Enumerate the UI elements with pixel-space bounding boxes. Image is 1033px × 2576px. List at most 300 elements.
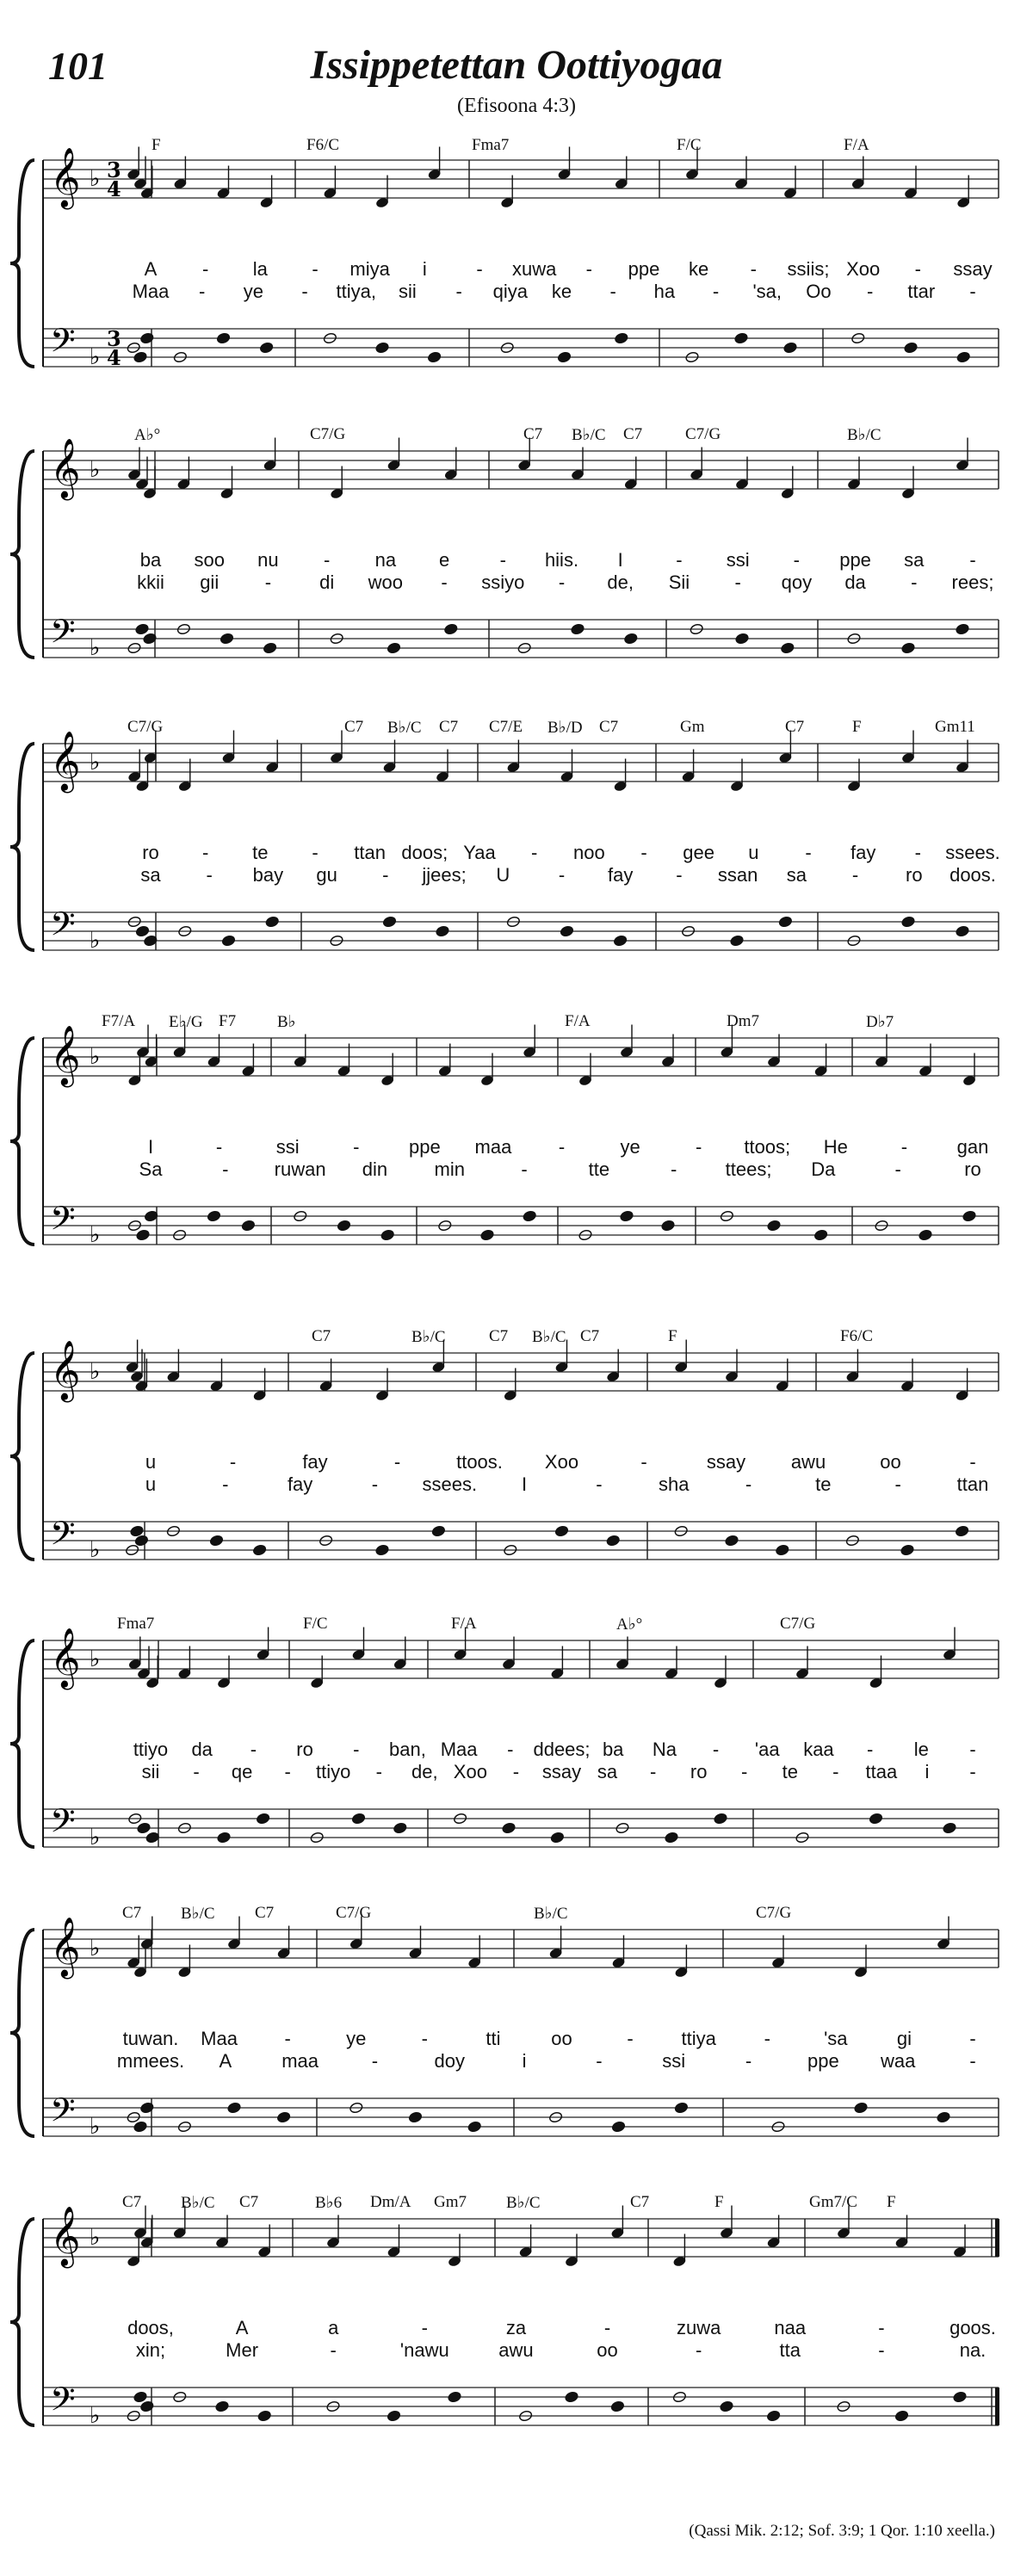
notehead-icon — [901, 916, 916, 928]
lyric-syllable: za — [505, 2317, 527, 2338]
lyric-syllable: soo — [194, 549, 225, 571]
lyric-syllable: la — [252, 258, 268, 280]
lyric-syllable: qe — [231, 1761, 253, 1782]
notehead-icon — [869, 1813, 883, 1825]
lyric-syllable: fay — [850, 842, 876, 863]
notehead-icon — [734, 332, 749, 344]
lyrics-verse-2 — [0, 864, 1033, 886]
lyric-syllable: sii — [141, 1761, 160, 1782]
lyric-syllable: I — [147, 1136, 154, 1158]
notehead-icon — [956, 925, 970, 937]
lyric-syllable: - — [201, 842, 209, 863]
chord-symbol: B♭/C — [411, 1328, 446, 1346]
notehead-icon — [375, 342, 390, 354]
lyric-syllable: ppe — [807, 2050, 839, 2072]
chord-symbol: B♭/C — [387, 719, 422, 737]
lyric-syllable: ddees; — [533, 1739, 591, 1760]
lyric-syllable: ttar — [907, 281, 936, 302]
lyric-syllable: ttoos; — [744, 1136, 791, 1158]
chord-symbol: B♭/C — [506, 2194, 541, 2212]
lyric-syllable: waa — [880, 2050, 916, 2072]
lyric-syllable: - — [969, 1451, 976, 1473]
chord-symbol: C7 — [122, 1904, 142, 1922]
chord-symbol: B♭/D — [547, 719, 583, 737]
lyric-syllable: fay — [302, 1451, 328, 1473]
lyric-syllable: - — [712, 1739, 720, 1760]
lyric-syllable: 'aa — [754, 1739, 780, 1760]
notehead-icon — [571, 623, 585, 635]
bass-clef-icon: 𝄢 — [50, 2380, 76, 2426]
notehead-icon — [137, 1822, 152, 1834]
notehead-icon — [393, 1822, 408, 1834]
lyric-syllable: - — [201, 258, 209, 280]
lyrics-verse-2 — [0, 2050, 1033, 2073]
lyric-syllable: ro — [296, 1739, 313, 1760]
flat-key-signature-icon: ♭ — [90, 1359, 101, 1385]
lyric-syllable: sa — [786, 864, 807, 886]
lyric-syllable: - — [911, 571, 918, 593]
lyric-syllable: ttoos. — [456, 1451, 503, 1473]
notehead-icon — [956, 623, 970, 635]
notehead-icon — [221, 935, 236, 947]
notehead-icon — [351, 1813, 366, 1825]
lyric-syllable: A — [219, 2050, 232, 2072]
notehead-icon — [276, 2111, 291, 2123]
lyric-syllable: ro — [906, 864, 923, 886]
lyric-syllable: ssees. — [945, 842, 1000, 863]
lyric-syllable: doos; — [401, 842, 448, 863]
lyric-syllable: - — [421, 2028, 428, 2049]
lyric-syllable: - — [900, 1136, 908, 1158]
chord-symbol: B♭6 — [315, 2194, 343, 2212]
lyric-syllable: - — [969, 281, 976, 302]
lyric-syllable: Yaa — [463, 842, 496, 863]
lyrics-verse-1 — [0, 2028, 1033, 2050]
chord-symbol: B♭/C — [534, 1905, 568, 1923]
lyric-syllable: - — [603, 2317, 611, 2338]
notehead-icon — [523, 1210, 537, 1222]
chord-symbol: Gm — [680, 718, 705, 736]
lyric-syllable: sha — [658, 1473, 690, 1495]
lyrics-verse-2 — [0, 1761, 1033, 1783]
flat-key-signature-icon: ♭ — [90, 928, 101, 954]
lyric-syllable: sa — [597, 1761, 618, 1782]
notehead-icon — [962, 1210, 977, 1222]
lyric-syllable: - — [866, 281, 874, 302]
notehead-icon — [467, 2121, 482, 2133]
lyric-syllable: e — [438, 549, 450, 571]
chord-symbol: B♭/C — [532, 1328, 566, 1346]
lyric-syllable: - — [851, 864, 859, 886]
chord-symbol: B♭ — [277, 1013, 296, 1031]
lyric-syllable: - — [301, 281, 308, 302]
chord-symbol: C7/G — [756, 1904, 792, 1922]
notehead-icon — [813, 1229, 828, 1241]
lyric-syllable: din — [362, 1158, 388, 1180]
lyric-syllable: - — [375, 1761, 382, 1782]
notehead-icon — [427, 351, 442, 363]
lyrics-verse-2 — [0, 571, 1033, 594]
lyrics-verse-1 — [0, 1136, 1033, 1158]
lyric-syllable: ssi — [275, 1136, 300, 1158]
chord-symbol: F — [852, 718, 862, 736]
scripture-reference: (Efisoona 4:3) — [457, 95, 576, 117]
chord-symbol: C7 — [785, 718, 805, 736]
flat-key-signature-icon: ♭ — [90, 2225, 101, 2251]
notehead-icon — [135, 925, 150, 937]
flat-key-signature-icon: ♭ — [90, 635, 101, 661]
lyric-syllable: - — [695, 1136, 702, 1158]
flat-key-signature-icon: ♭ — [90, 2403, 101, 2429]
lyric-syllable: - — [371, 1473, 379, 1495]
lyric-syllable: maa — [281, 2050, 319, 2072]
lyric-syllable: - — [264, 571, 272, 593]
flat-key-signature-icon: ♭ — [90, 166, 101, 192]
lyric-syllable: na — [374, 549, 397, 571]
lyric-syllable: ssay — [953, 258, 993, 280]
notehead-icon — [550, 1832, 565, 1844]
lyric-syllable: - — [312, 258, 319, 280]
chord-symbol: B♭/C — [181, 1905, 215, 1923]
lyric-syllable: U — [496, 864, 510, 886]
lyric-syllable: - — [894, 1473, 901, 1495]
chord-symbol: F — [887, 2193, 896, 2211]
lyric-syllable: - — [649, 1761, 657, 1782]
treble-clef-icon: 𝄞 — [50, 1025, 81, 1085]
lyric-syllable: - — [640, 1451, 647, 1473]
lyric-syllable: sa — [904, 549, 925, 571]
lyric-syllable: - — [330, 2339, 337, 2361]
chord-symbol: D♭7 — [866, 1013, 894, 1031]
lyric-syllable: - — [558, 864, 566, 886]
lyric-syllable: - — [745, 2050, 752, 2072]
lyric-syllable: - — [353, 1739, 360, 1760]
lyric-syllable: rees; — [951, 571, 994, 593]
score-system-6 — [0, 1601, 1033, 1885]
lyric-syllable: - — [969, 2050, 976, 2072]
lyric-syllable: - — [734, 571, 741, 593]
notehead-icon — [615, 332, 629, 344]
score-system-1 — [0, 120, 1033, 405]
lyric-syllable: - — [250, 1739, 257, 1760]
notehead-icon — [436, 925, 450, 937]
lyric-syllable: - — [199, 281, 206, 302]
lyric-syllable: ttiya, — [336, 281, 376, 302]
flat-key-signature-icon: ♭ — [90, 750, 101, 775]
lyrics-verse-2 — [0, 2339, 1033, 2362]
lyric-syllable: - — [609, 281, 616, 302]
lyric-syllable: - — [878, 2339, 885, 2361]
lyric-syllable: le — [913, 1739, 929, 1760]
notehead-icon — [252, 1544, 267, 1556]
lyric-syllable: - — [676, 549, 683, 571]
lyric-syllable: - — [832, 1761, 839, 1782]
notehead-icon — [565, 2391, 579, 2403]
lyric-syllable: gu — [316, 864, 337, 886]
notehead-icon — [901, 642, 916, 654]
notehead-icon — [256, 1813, 270, 1825]
lyric-syllable: Maa — [201, 2028, 238, 2049]
lyric-syllable: ha — [653, 281, 676, 302]
lyric-syllable: fay — [287, 1473, 313, 1495]
lyric-syllable: kkii — [137, 571, 164, 593]
lyric-syllable: ttiyo — [316, 1761, 351, 1782]
treble-clef-icon: 𝄞 — [50, 147, 81, 207]
lyric-syllable: i — [925, 1761, 930, 1782]
lyric-syllable: xuwa — [511, 258, 557, 280]
lyric-syllable: min — [434, 1158, 465, 1180]
notehead-icon — [735, 633, 750, 645]
chord-symbol: F/C — [303, 1615, 328, 1633]
notehead-icon — [937, 2111, 951, 2123]
lyric-syllable: - — [745, 1473, 752, 1495]
notehead-icon — [661, 1220, 676, 1232]
notehead-icon — [725, 1535, 739, 1547]
lyric-syllable: awu — [790, 1451, 826, 1473]
lyric-syllable: - — [455, 281, 462, 302]
chord-symbol: Fma7 — [472, 136, 510, 154]
lyric-syllable: xin; — [135, 2339, 166, 2361]
bass-clef-icon: 𝄢 — [50, 321, 76, 368]
lyric-syllable: di — [319, 571, 335, 593]
chord-symbol: C7 — [255, 1904, 275, 1922]
notehead-icon — [611, 2121, 626, 2133]
notehead-icon — [778, 916, 793, 928]
lyric-syllable: - — [894, 1158, 901, 1180]
lyric-syllable: tuwan. — [122, 2028, 179, 2049]
chord-symbol: C7/G — [127, 718, 164, 736]
notehead-icon — [480, 1229, 495, 1241]
lyric-syllable: u — [748, 842, 759, 863]
chord-symbol: Gm7/C — [809, 2193, 857, 2211]
lyric-syllable: - — [596, 1473, 603, 1495]
lyric-syllable: Da — [811, 1158, 836, 1180]
lyric-syllable: A — [235, 2317, 249, 2338]
notehead-icon — [380, 1229, 395, 1241]
notehead-icon — [956, 351, 971, 363]
lyric-syllable: ro — [142, 842, 159, 863]
lyric-syllable: tta — [779, 2339, 801, 2361]
notehead-icon — [133, 2121, 148, 2133]
lyric-syllable: ssan — [717, 864, 758, 886]
notehead-icon — [953, 2391, 968, 2403]
notehead-icon — [145, 1832, 160, 1844]
time-signature-icon: 3 — [107, 326, 121, 351]
flat-key-signature-icon: ♭ — [90, 1537, 101, 1563]
lyric-syllable: gi — [896, 2028, 912, 2049]
lyrics-verse-1 — [0, 1739, 1033, 1761]
lyric-syllable: - — [441, 571, 448, 593]
lyric-syllable: na. — [959, 2339, 987, 2361]
chord-symbol: C7 — [122, 2193, 142, 2211]
lyric-syllable: - — [284, 2028, 291, 2049]
chord-symbol: F7 — [219, 1012, 237, 1030]
lyric-syllable: ssay — [541, 1761, 582, 1782]
treble-clef-icon: 𝄞 — [50, 438, 81, 498]
lyric-syllable: - — [969, 1761, 976, 1782]
lyric-syllable: - — [585, 258, 592, 280]
treble-clef-icon: 𝄞 — [50, 1917, 81, 1977]
lyrics-verse-2 — [0, 281, 1033, 303]
lyric-syllable: ye — [243, 281, 263, 302]
lyric-syllable: a — [328, 2317, 339, 2338]
lyric-syllable: - — [741, 1761, 748, 1782]
notehead-icon — [854, 2102, 869, 2114]
notehead-icon — [900, 1544, 915, 1556]
lyrics-verse-1 — [0, 1451, 1033, 1473]
chord-symbol: C7 — [439, 718, 459, 736]
lyric-syllable: ke — [551, 281, 572, 302]
chord-symbol: E♭/G — [169, 1013, 203, 1031]
notehead-icon — [620, 1210, 634, 1222]
chord-symbol: C7 — [630, 2193, 650, 2211]
lyric-syllable: hiis. — [544, 549, 579, 571]
lyric-syllable: ttaa — [865, 1761, 898, 1782]
chord-symbol: C7 — [523, 425, 543, 443]
lyric-syllable: ttees; — [725, 1158, 772, 1180]
lyric-syllable: oo — [597, 2339, 618, 2361]
bass-clef-icon: 𝄢 — [50, 1514, 76, 1560]
lyric-syllable: ruwan — [274, 1158, 326, 1180]
chord-symbol: A♭° — [134, 426, 161, 444]
lyric-syllable: fay — [608, 864, 634, 886]
lyric-syllable: ye — [620, 1136, 640, 1158]
lyric-syllable: gii — [200, 571, 220, 593]
chord-symbol: C7 — [344, 718, 364, 736]
chord-symbol: C7/G — [780, 1615, 816, 1633]
lyric-syllable: - — [764, 2028, 770, 2049]
notehead-icon — [408, 2111, 423, 2123]
lyrics-verse-2 — [0, 1473, 1033, 1496]
lyric-syllable: - — [530, 842, 538, 863]
lyric-syllable: ttan — [354, 842, 387, 863]
lyric-syllable: tti — [486, 2028, 501, 2049]
chord-symbol: F7/A — [102, 1012, 136, 1030]
notehead-icon — [554, 1525, 569, 1537]
lyric-syllable: gan — [956, 1136, 989, 1158]
lyrics-verse-1 — [0, 258, 1033, 281]
flat-key-signature-icon: ♭ — [90, 344, 101, 370]
lyric-syllable: - — [558, 1136, 566, 1158]
lyric-syllable: qiya — [492, 281, 528, 302]
time-signature-icon: 4 — [107, 176, 121, 201]
lyric-syllable: doos. — [949, 864, 996, 886]
notehead-icon — [919, 1229, 933, 1241]
notehead-icon — [134, 1535, 149, 1547]
chord-symbol: B♭/C — [181, 2194, 215, 2212]
lyric-syllable: - — [866, 1739, 874, 1760]
lyric-syllable: - — [596, 2050, 603, 2072]
chord-symbol: Dm/A — [370, 2193, 411, 2211]
notehead-icon — [767, 1220, 782, 1232]
treble-clef-icon: 𝄞 — [50, 731, 81, 791]
chord-symbol: F — [668, 1327, 677, 1345]
lyric-syllable: ttiya — [681, 2028, 716, 2049]
lyric-syllable: - — [712, 281, 720, 302]
lyric-syllable: - — [914, 258, 921, 280]
score-system-2 — [0, 411, 1033, 695]
chord-symbol: B♭/C — [572, 426, 606, 444]
lyric-syllable: ba — [602, 1739, 624, 1760]
notehead-icon — [624, 633, 639, 645]
lyric-syllable: - — [222, 1473, 229, 1495]
chord-symbol: Dm7 — [727, 1012, 759, 1030]
lyric-syllable: Maa — [440, 1739, 478, 1760]
lyric-syllable: de, — [607, 571, 634, 593]
chord-symbol: C7 — [489, 1327, 509, 1345]
lyric-syllable: - — [382, 864, 389, 886]
notehead-icon — [904, 342, 919, 354]
chord-symbol: Fma7 — [117, 1615, 155, 1633]
lyric-syllable: doy — [434, 2050, 466, 2072]
lyric-syllable: - — [229, 1451, 237, 1473]
chord-symbol: Gm11 — [935, 718, 975, 736]
lyrics-verse-1 — [0, 842, 1033, 864]
lyric-syllable: Maa — [132, 281, 170, 302]
score-system-8 — [0, 2179, 1033, 2463]
notehead-icon — [227, 2102, 242, 2114]
lyric-syllable: - — [805, 842, 812, 863]
lyric-syllable: Mer — [226, 2339, 259, 2361]
lyric-syllable: - — [793, 549, 801, 571]
lyric-syllable: te — [252, 842, 269, 863]
lyric-syllable: te — [782, 1761, 798, 1782]
notehead-icon — [714, 1813, 728, 1825]
chord-symbol: C7/G — [685, 425, 721, 443]
notehead-icon — [730, 935, 745, 947]
notehead-icon — [133, 351, 148, 363]
notehead-icon — [665, 1832, 679, 1844]
notehead-icon — [265, 916, 280, 928]
lyric-syllable: da — [191, 1739, 213, 1760]
notehead-icon — [674, 2102, 689, 2114]
notehead-icon — [263, 642, 277, 654]
lyric-syllable: - — [512, 1761, 520, 1782]
lyric-syllable: miya — [349, 258, 390, 280]
notehead-icon — [766, 2410, 781, 2422]
lyric-syllable: - — [671, 1158, 677, 1180]
lyric-syllable: Xoo — [846, 258, 881, 280]
flat-key-signature-icon: ♭ — [90, 1222, 101, 1248]
chord-symbol: A♭° — [616, 1615, 643, 1634]
chord-symbol: F/A — [565, 1012, 591, 1030]
lyric-syllable: goos. — [949, 2317, 996, 2338]
notehead-icon — [606, 1535, 621, 1547]
lyric-syllable: - — [371, 2050, 379, 2072]
lyric-syllable: - — [215, 1136, 223, 1158]
lyric-syllable: sa — [140, 864, 161, 886]
score-system-7 — [0, 1890, 1033, 2174]
notehead-icon — [209, 1535, 224, 1547]
lyric-syllable: - — [627, 2028, 634, 2049]
lyric-syllable: - — [695, 2339, 702, 2361]
chord-symbol: C7 — [580, 1327, 600, 1345]
lyric-syllable: ssiis; — [787, 258, 830, 280]
chord-symbol: F — [152, 136, 161, 154]
lyric-syllable: mmees. — [116, 2050, 185, 2072]
lyric-syllable: - — [969, 1739, 976, 1760]
lyric-syllable: - — [421, 2317, 428, 2338]
notehead-icon — [220, 633, 234, 645]
flat-key-signature-icon: ♭ — [90, 457, 101, 483]
notehead-icon — [387, 2410, 401, 2422]
lyric-syllable: jjees; — [422, 864, 467, 886]
notehead-icon — [448, 2391, 462, 2403]
lyric-syllable: - — [312, 842, 319, 863]
lyric-syllable: u — [145, 1473, 157, 1495]
lyric-syllable: awu — [498, 2339, 534, 2361]
lyric-syllable: nu — [257, 549, 279, 571]
